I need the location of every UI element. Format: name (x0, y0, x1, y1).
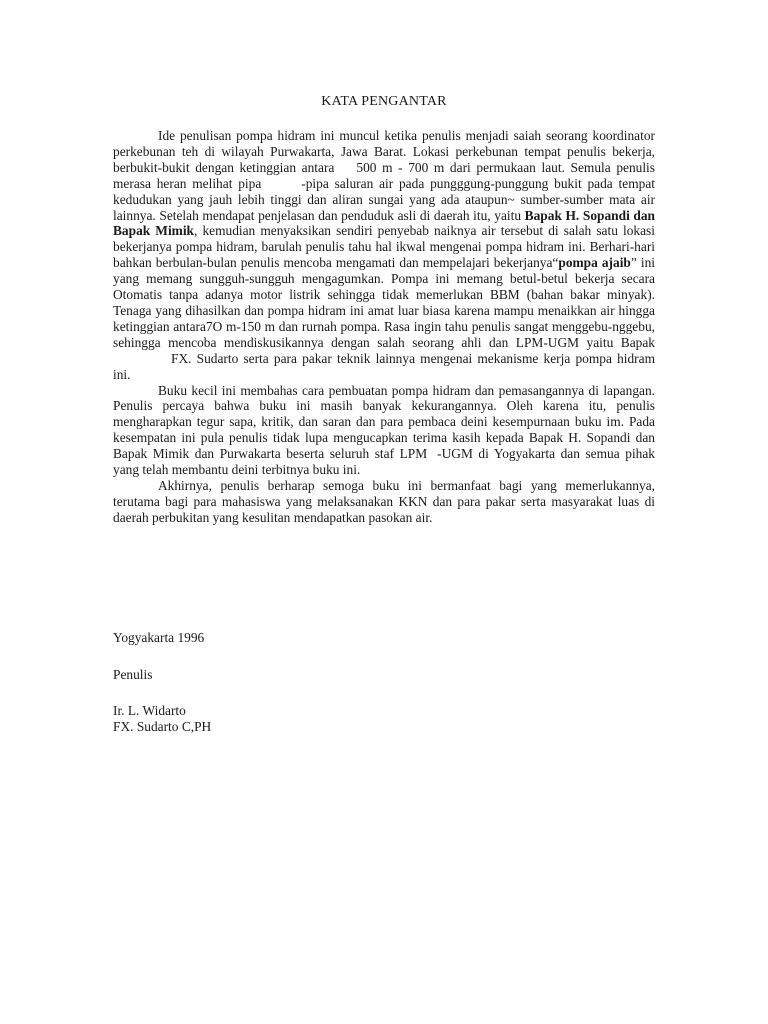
paragraph-1-text-c: -pipa saluran air pada pungggung-punggung bukit pada tempat kedudukan yang jauh lebih tinggi dan aliran sungai yang ada ataupun~ sumber-sumber mata air lainnya. Setelah mendapat penjelasan dan penduduk asli di daerah itu, yaitu (113, 175, 655, 223)
paragraph-1-text-d: , kemudian menyaksikan sendiri penyebab naiknya air tersebut di salah satu lokasi bekerjanya pompa hidram, barulah penulis tahu hal ikwal mengenai pompa hidram ini. Berhari-hari bahkan berbulan-bulan penulis mencoba mengamati dan mempelajari bekerjanya“ (113, 223, 655, 271)
paragraph-2-text-b: -UGM di Yogyakarta dan semua pihak yang telah membantu deini terbitnya buku ini. (113, 446, 655, 478)
paragraph-1 (113, 128, 655, 383)
document-body (113, 128, 655, 526)
paragraph-1-text-b: 500 m - 700 m dari permukaan laut. Semula penulis merasa heran melihat pipa (113, 159, 655, 191)
paragraph-1-text-a: Ide penulisan pompa hidram ini muncul ketika penulis menjadi saiah seorang koordinator perkebunan teh di wilayah Purwakarta, Jawa Barat. Lokasi perkebunan tempat penulis bekerja, berbukit-bukit dengan ketinggian antara (113, 128, 655, 175)
paragraph-3: Akhirnya, penulis berharap semoga buku ini bermanfaat bagi yang memerlukannya, terutama bagi para mahasiswa yang melaksanakan KKN dan para pakar serta masyarakat luas di daerah perbukitan yang kesulitan mendapatkan pasokan air. (113, 477, 655, 525)
author-2: FX. Sudarto C,PH (113, 719, 212, 734)
page-title: KATA PENGANTAR (321, 94, 447, 109)
place-date: Yogyakarta 1996 (113, 630, 205, 645)
names-bold: Bapak H. Sopandi dan Bapak Mimik (113, 207, 656, 239)
paragraph-1-text-e: ” ini yang memang sungguh-sungguh mengagumkan. Pompa ini memang betul-betul bekerja secara Otomatis tanpa adanya motor listrik sehingga tidak memerlukan BBM (bahan bakar minyak). Tenaga yang dihasilkan dan pompa hidram ini amat luar biasa karena mampu menaikkan air hingga ketinggian antara7O m-150 m dan rurnah pompa. Rasa ingin tahu penulis sangat menggebu-nggebu, sehingga mencoba mendiskusikannya dengan salah seorang ahli dan LPM-UGM yaitu Bapak (113, 255, 655, 350)
signoff: Penulis (113, 667, 153, 682)
pompa-ajaib-bold: pompa ajaib (558, 255, 631, 271)
paragraph-2 (113, 383, 655, 478)
paragraph-2-text-a: Buku kecil ini membahas cara pembuatan pompa hidram dan pemasangannya di lapangan. Penulis percaya bahwa buku ini masih banyak kekurangannya. Oleh karena itu, penulis mengharapkan tegur sapa, kritik, dan saran dan para pembaca deini kesempurnaan buku im. Pada kesempatan ini pula penulis tidak lupa mengucapkan terima kasih kepada Bapak H. Sopandi dan Bapak Mimik dan Purwakarta beserta seluruh staf LPM (113, 382, 655, 462)
paragraph-1-text-f: FX. Sudarto serta para pakar teknik lainnya mengenai mekanisme kerja pompa hidram ini. (113, 350, 655, 382)
author-1: Ir. L. Widarto (113, 703, 186, 718)
